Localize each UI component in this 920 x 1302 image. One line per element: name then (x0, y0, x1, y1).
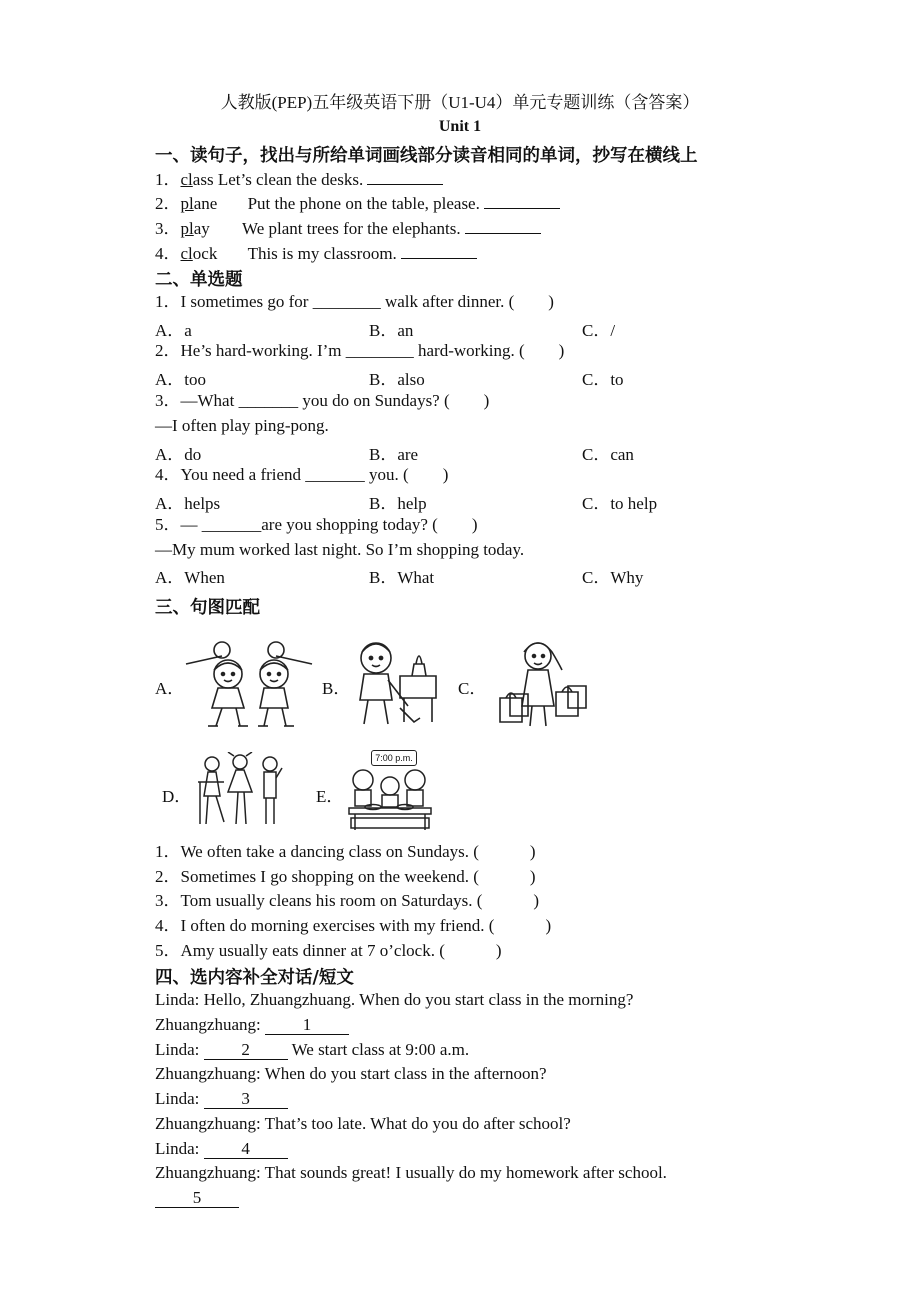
picture-e-family-dinner (345, 748, 435, 832)
answer-blank[interactable] (401, 242, 477, 259)
blank-3[interactable]: 3 (204, 1090, 288, 1109)
dialogue-line-7: Linda: 4 (155, 1138, 288, 1160)
picture-label-e: E． (316, 787, 344, 806)
answer-blank[interactable] (367, 168, 443, 185)
question-2: 2．He’s hard-working. I’m ________ hard-working. ( ) (155, 341, 565, 360)
answer-blank[interactable] (465, 217, 541, 234)
picture-c-girl-shopping (496, 636, 590, 728)
question-3: 3．—What _______ you do on Sundays? ( ) (155, 391, 490, 410)
option-a[interactable]: A．When (155, 568, 225, 587)
question-1: 1．I sometimes go for ________ walk after dinner. ( ) (155, 292, 554, 311)
option-b[interactable]: B．are (369, 445, 419, 464)
phonics-item-2: 2．plane Put the phone on the table, please. (155, 192, 560, 215)
phonics-item-1: 1．class Let’s clean the desks. (155, 168, 443, 191)
option-a[interactable]: A．do (155, 445, 202, 464)
section-2-heading: 二、单选题 (155, 270, 243, 290)
clock-sign: 7:00 p.m. (371, 750, 417, 766)
document-title: 人教版(PEP)五年级英语下册（U1-U4）单元专题训练（含答案） (220, 93, 700, 112)
blank-4[interactable]: 4 (204, 1140, 288, 1159)
option-b[interactable]: B．an (369, 321, 414, 340)
section-3-heading: 三、句图匹配 (155, 598, 260, 618)
blank-2[interactable]: 2 (204, 1041, 288, 1060)
phonics-item-4: 4．clock This is my classroom. (155, 242, 477, 265)
picture-label-c: C． (458, 679, 487, 698)
picture-label-a: A． (155, 679, 185, 698)
dialogue-line-8: Zhuangzhuang: That sounds great! I usually do my homework after school. (155, 1163, 667, 1182)
dialogue-line-4: Zhuangzhuang: When do you start class in the afternoon? (155, 1064, 547, 1083)
option-c[interactable]: C．to help (582, 494, 658, 513)
option-a[interactable]: A．helps (155, 494, 221, 513)
blank-1[interactable]: 1 (265, 1016, 349, 1035)
option-c[interactable]: C．to (582, 370, 624, 389)
section-1-heading: 一、读句子，找出与所给单词画线部分读音相同的单词，抄写在横线上 (155, 146, 698, 166)
dialogue-line-3: Linda: 2 We start class at 9:00 a.m. (155, 1040, 470, 1059)
question-5: 5．— _______are you shopping today? ( ) (155, 515, 478, 534)
picture-a-two-kids-exercising (182, 630, 316, 730)
question-5-answer-line: —My mum worked last night. So I’m shopping today. (155, 540, 525, 559)
option-c[interactable]: C．Why (582, 568, 644, 587)
option-c[interactable]: C．can (582, 445, 634, 464)
option-a[interactable]: A．a (155, 321, 192, 340)
picture-label-d: D． (162, 787, 192, 806)
match-item-5: 5．Amy usually eats dinner at 7 o’clock. ( ) (155, 941, 502, 960)
match-item-3: 3．Tom usually cleans his room on Saturdays. ( ) (155, 891, 540, 910)
dialogue-line-9 (155, 1187, 239, 1209)
phonics-item-3: 3．play We plant trees for the elephants. (155, 217, 541, 240)
dialogue-line-5: Linda: 3 (155, 1088, 288, 1110)
answer-blank[interactable] (484, 192, 560, 209)
option-b[interactable]: B．also (369, 370, 425, 389)
match-item-2: 2．Sometimes I go shopping on the weekend. ( ) (155, 867, 536, 886)
blank-5[interactable]: 5 (155, 1189, 239, 1208)
picture-b-boy-cleaning (350, 636, 440, 728)
picture-label-b: B． (322, 679, 351, 698)
section-4-heading: 四、选内容补全对话/短文 (155, 968, 354, 988)
question-3-answer-line: —I often play ping-pong. (155, 416, 329, 435)
option-c[interactable]: C．/ (582, 321, 616, 340)
match-item-4: 4．I often do morning exercises with my friend. ( ) (155, 916, 552, 935)
match-item-1: 1．We often take a dancing class on Sundays. ( ) (155, 842, 536, 861)
picture-d-dancing-class (194, 752, 284, 828)
option-b[interactable]: B．What (369, 568, 435, 587)
question-4: 4．You need a friend _______ you. ( ) (155, 465, 449, 484)
option-a[interactable]: A．too (155, 370, 206, 389)
dialogue-line-1: Linda: Hello, Zhuangzhuang. When do you start class in the morning? (155, 990, 634, 1009)
unit-heading: Unit 1 (438, 118, 482, 135)
dialogue-line-6: Zhuangzhuang: That’s too late. What do you do after school? (155, 1114, 571, 1133)
option-b[interactable]: B．help (369, 494, 427, 513)
dialogue-line-2: Zhuangzhuang: 1 (155, 1014, 349, 1036)
